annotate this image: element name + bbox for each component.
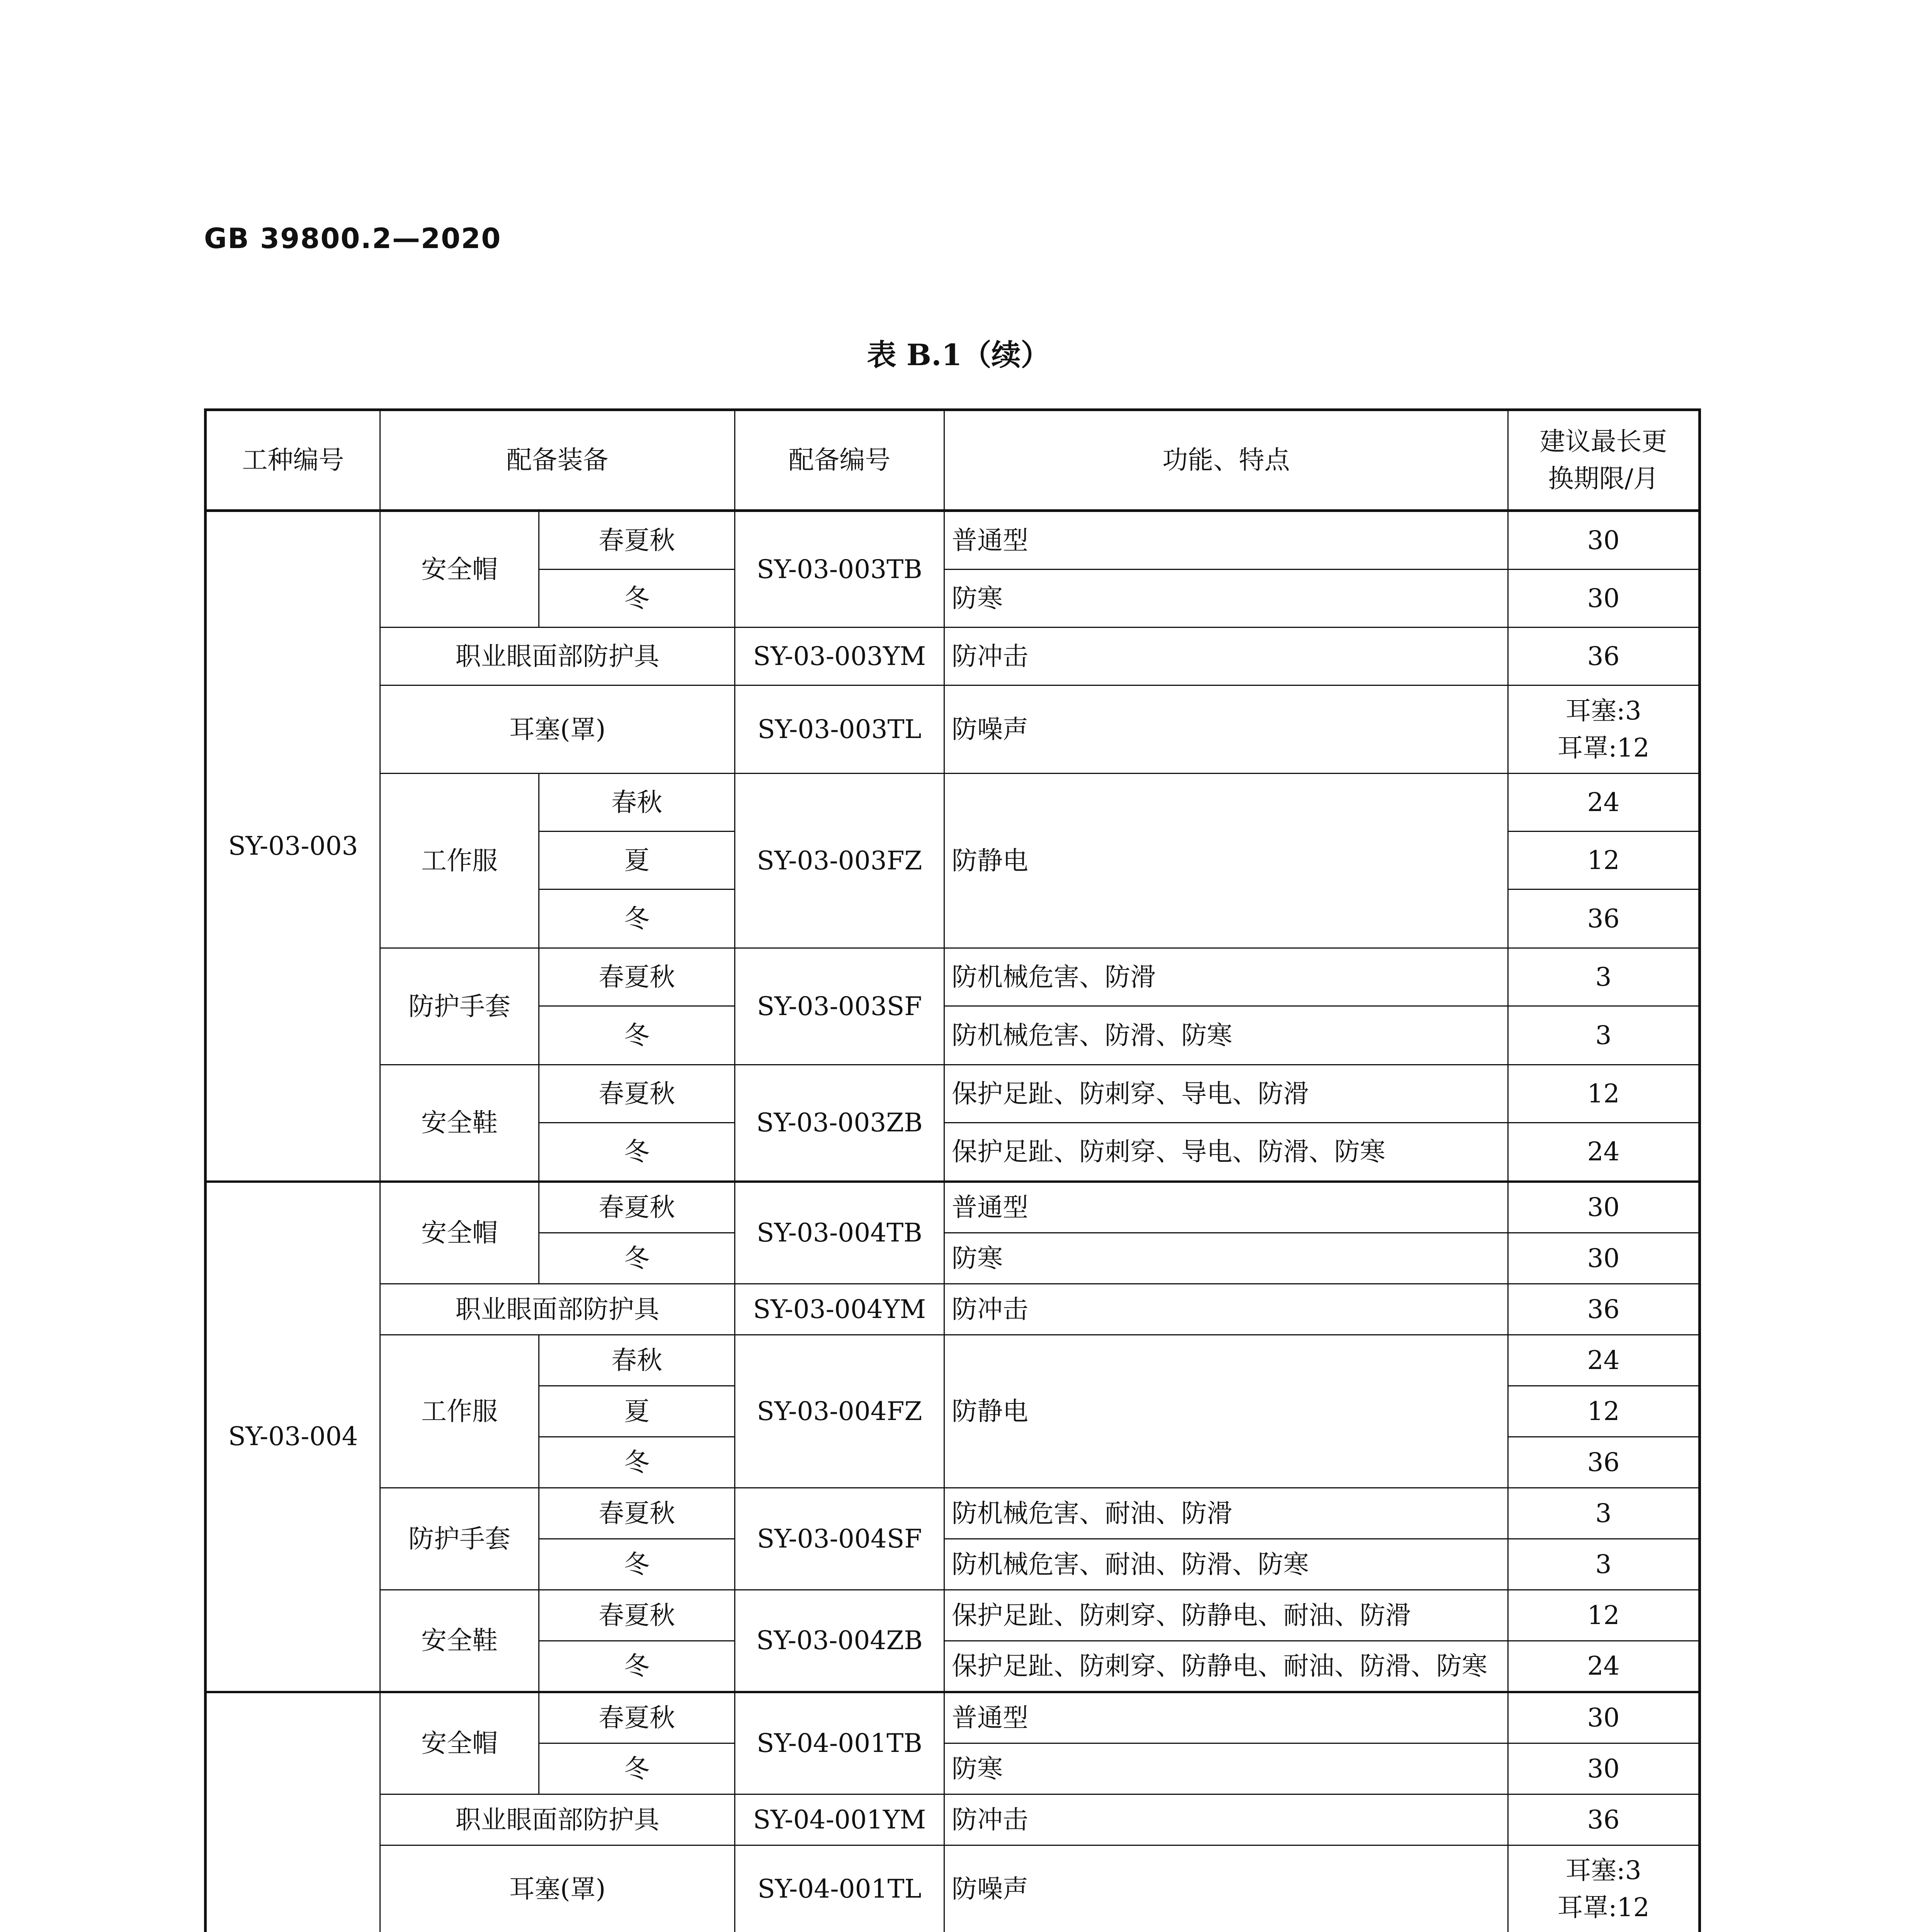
table-row	[206, 1284, 1700, 1335]
feature: 防静电	[944, 774, 1508, 948]
season: 冬	[539, 1743, 735, 1794]
feature: 防机械危害、耐油、防滑、防寒	[944, 1539, 1508, 1590]
season: 夏	[539, 1386, 735, 1437]
period: 36	[1508, 1794, 1700, 1845]
table-row	[206, 628, 1700, 685]
equipment-code: SY-03-003TL	[735, 685, 944, 774]
period: 30	[1508, 1743, 1700, 1794]
feature: 保护足趾、防刺穿、导电、防滑、防寒	[944, 1123, 1508, 1182]
equipment-code: SY-04-001TL	[735, 1845, 944, 1932]
equipment-item: 安全鞋	[380, 1590, 539, 1692]
table-row	[206, 511, 1700, 570]
job-code	[206, 1692, 380, 1932]
period: 3	[1508, 1539, 1700, 1590]
feature: 保护足趾、防刺穿、防静电、耐油、防滑	[944, 1590, 1508, 1641]
table-row	[206, 1065, 1700, 1123]
equipment-item: 职业眼面部防护具	[380, 1284, 735, 1335]
feature: 普通型	[944, 1182, 1508, 1233]
period: 耳塞:3 耳罩:12	[1508, 1845, 1700, 1932]
season: 冬	[539, 1539, 735, 1590]
feature: 防寒	[944, 1743, 1508, 1794]
table-row	[206, 1335, 1700, 1386]
header-job-code: 工种编号	[206, 410, 380, 511]
season: 冬	[539, 1437, 735, 1488]
period: 3	[1508, 948, 1700, 1006]
period: 36	[1508, 1437, 1700, 1488]
period: 12	[1508, 1386, 1700, 1437]
equipment-code: SY-03-003TB	[735, 511, 944, 628]
header-equip-code: 配备编号	[735, 410, 944, 511]
period: 24	[1508, 1123, 1700, 1182]
period: 12	[1508, 1065, 1700, 1123]
period: 12	[1508, 1590, 1700, 1641]
feature: 防机械危害、防滑、防寒	[944, 1006, 1508, 1065]
table-row	[206, 1590, 1700, 1641]
feature: 防冲击	[944, 1284, 1508, 1335]
feature: 防寒	[944, 1233, 1508, 1284]
feature: 防静电	[944, 1335, 1508, 1488]
equipment-code: SY-03-003SF	[735, 948, 944, 1065]
period: 30	[1508, 570, 1700, 628]
period: 24	[1508, 774, 1700, 832]
equipment-code: SY-03-003ZB	[735, 1065, 944, 1182]
period: 36	[1508, 1284, 1700, 1335]
feature: 防噪声	[944, 1845, 1508, 1932]
table-row	[206, 774, 1700, 832]
period: 30	[1508, 1233, 1700, 1284]
feature: 防冲击	[944, 1794, 1508, 1845]
season: 春夏秋	[539, 1488, 735, 1539]
feature: 保护足趾、防刺穿、导电、防滑	[944, 1065, 1508, 1123]
equipment-item: 安全帽	[380, 1182, 539, 1284]
season: 春夏秋	[539, 1692, 735, 1743]
feature: 防机械危害、耐油、防滑	[944, 1488, 1508, 1539]
feature: 普通型	[944, 511, 1508, 570]
period: 36	[1508, 628, 1700, 685]
season: 春夏秋	[539, 1065, 735, 1123]
table-row	[206, 1488, 1700, 1539]
season: 春秋	[539, 1335, 735, 1386]
table-row	[206, 1182, 1700, 1233]
equipment-code: SY-03-003FZ	[735, 774, 944, 948]
period: 30	[1508, 1692, 1700, 1743]
feature: 保护足趾、防刺穿、防静电、耐油、防滑、防寒	[944, 1641, 1508, 1692]
table-title: 表 B.1（续）	[867, 338, 1050, 372]
period: 30	[1508, 1182, 1700, 1233]
season: 冬	[539, 1641, 735, 1692]
season: 春夏秋	[539, 511, 735, 570]
equipment-item: 职业眼面部防护具	[380, 1794, 735, 1845]
equipment-code: SY-03-004TB	[735, 1182, 944, 1284]
feature: 防冲击	[944, 628, 1508, 685]
equipment-item: 工作服	[380, 774, 539, 948]
table-row	[206, 1845, 1700, 1932]
job-code: SY-03-003	[206, 511, 380, 1182]
period: 36	[1508, 889, 1700, 948]
period: 24	[1508, 1641, 1700, 1692]
season: 夏	[539, 832, 735, 889]
equipment-item: 防护手套	[380, 948, 539, 1065]
job-code: SY-03-004	[206, 1182, 380, 1692]
table-row	[206, 1794, 1700, 1845]
equipment-item: 职业眼面部防护具	[380, 628, 735, 685]
period: 耳塞:3 耳罩:12	[1508, 685, 1700, 774]
equipment-code: SY-03-003YM	[735, 628, 944, 685]
season: 冬	[539, 570, 735, 628]
header-features: 功能、特点	[944, 410, 1508, 511]
table-header-row	[206, 410, 1700, 511]
table-row	[206, 948, 1700, 1006]
header-period: 建议最长更 换期限/月	[1508, 410, 1700, 511]
equipment-table	[204, 408, 1701, 1932]
season: 春夏秋	[539, 1182, 735, 1233]
feature: 防寒	[944, 570, 1508, 628]
season: 冬	[539, 1006, 735, 1065]
table-row	[206, 685, 1700, 774]
equipment-code: SY-03-004YM	[735, 1284, 944, 1335]
season: 春夏秋	[539, 1590, 735, 1641]
equipment-code: SY-04-001YM	[735, 1794, 944, 1845]
header-equipment: 配备装备	[380, 410, 735, 511]
equipment-item: 安全帽	[380, 511, 539, 628]
season: 冬	[539, 889, 735, 948]
standard-code: GB 39800.2—2020	[204, 222, 502, 255]
equipment-item: 安全鞋	[380, 1065, 539, 1182]
equipment-item: 耳塞(罩)	[380, 1845, 735, 1932]
feature: 防机械危害、防滑	[944, 948, 1508, 1006]
season: 春秋	[539, 774, 735, 832]
period: 30	[1508, 511, 1700, 570]
feature: 普通型	[944, 1692, 1508, 1743]
season: 冬	[539, 1233, 735, 1284]
equipment-item: 防护手套	[380, 1488, 539, 1590]
equipment-item: 安全帽	[380, 1692, 539, 1794]
equipment-code: SY-03-004FZ	[735, 1335, 944, 1488]
feature: 防噪声	[944, 685, 1508, 774]
season: 冬	[539, 1123, 735, 1182]
equipment-code: SY-04-001TB	[735, 1692, 944, 1794]
season: 春夏秋	[539, 948, 735, 1006]
table-row	[206, 1692, 1700, 1743]
period: 12	[1508, 832, 1700, 889]
equipment-item: 工作服	[380, 1335, 539, 1488]
equipment-code: SY-03-004ZB	[735, 1590, 944, 1692]
equipment-item: 耳塞(罩)	[380, 685, 735, 774]
equipment-code: SY-03-004SF	[735, 1488, 944, 1590]
period: 3	[1508, 1006, 1700, 1065]
period: 24	[1508, 1335, 1700, 1386]
period: 3	[1508, 1488, 1700, 1539]
